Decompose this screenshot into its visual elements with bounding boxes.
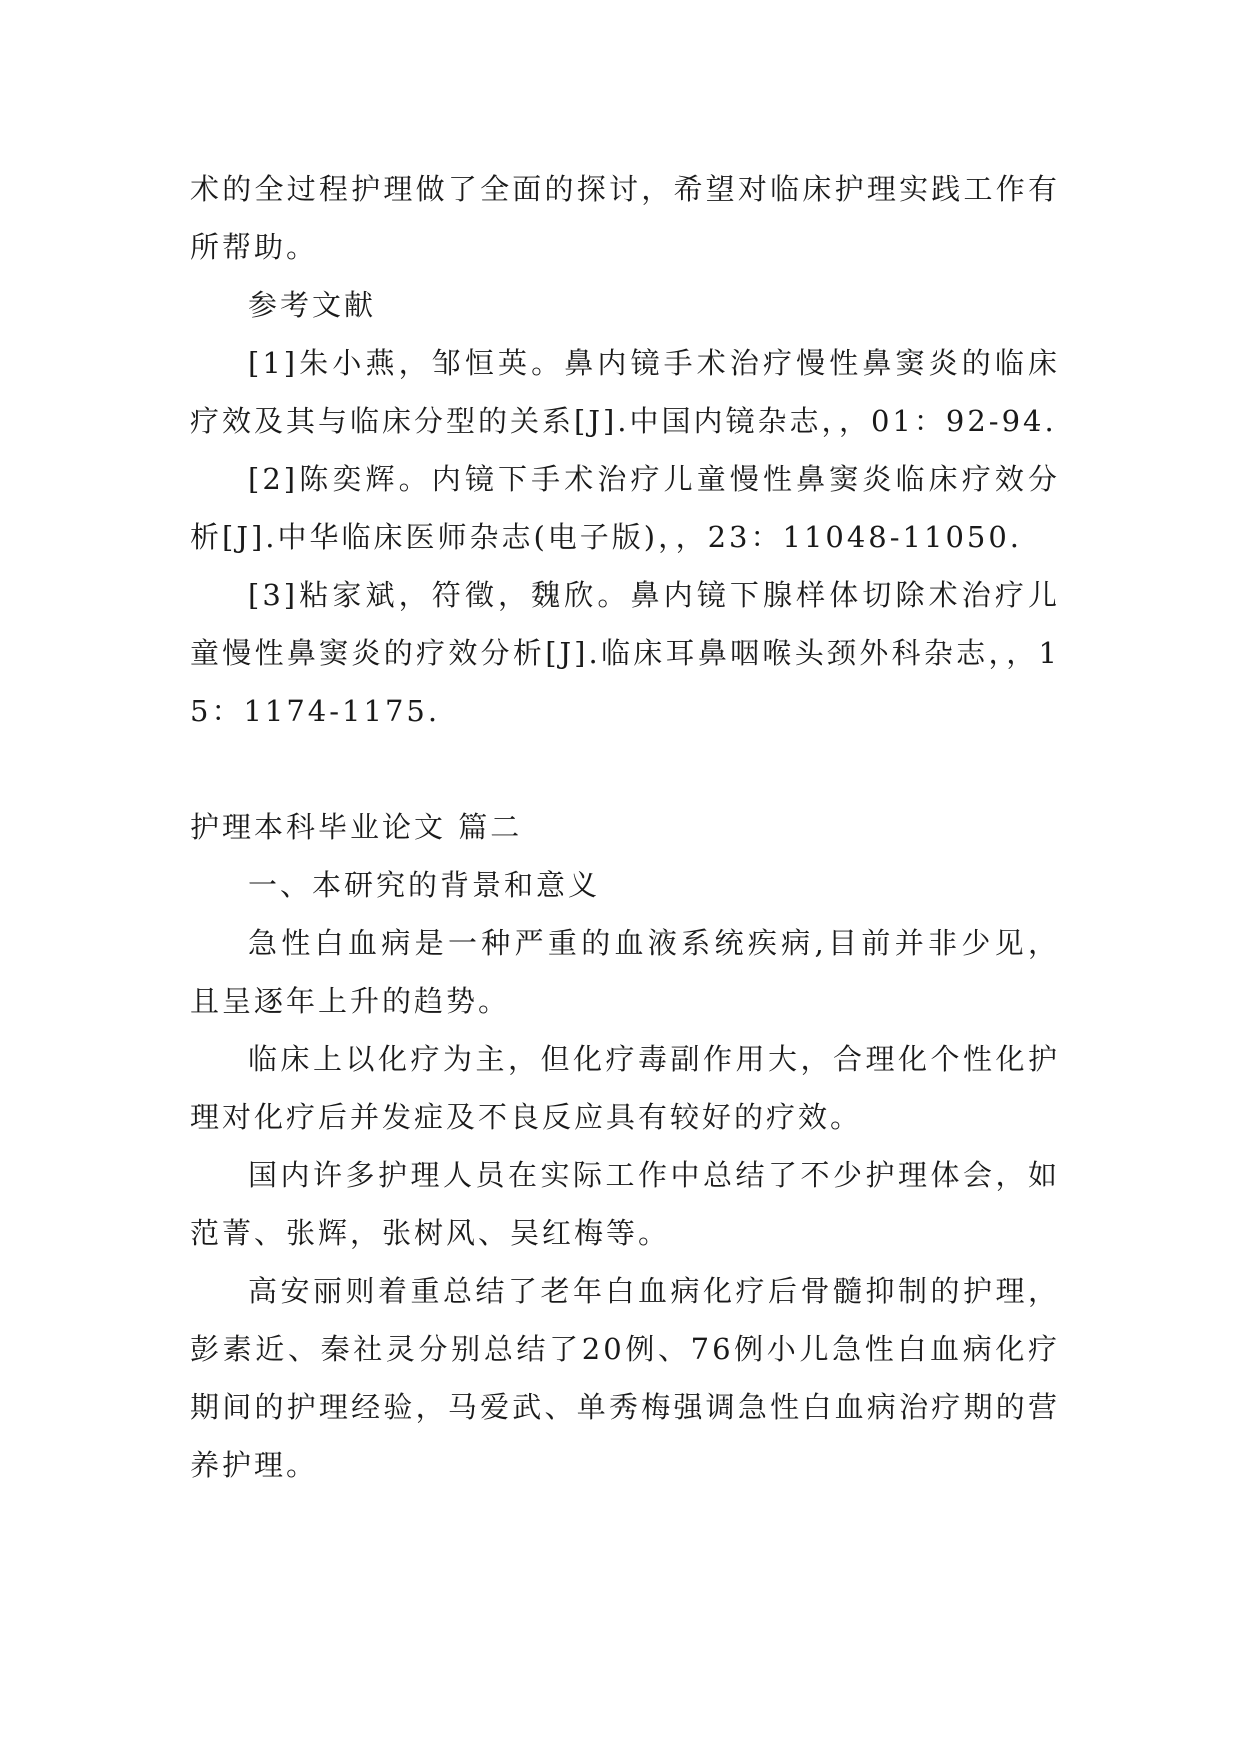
section-spacer	[190, 740, 1060, 798]
references-heading: 参考文献	[248, 288, 377, 322]
continued-paragraph: 术的全过程护理做了全面的探讨，希望对临床护理实践工作有所帮助。	[190, 172, 1060, 264]
body-paragraph-1: 急性白血病是一种严重的血液系统疾病,目前并非少见，且呈逐年上升的趋势。	[190, 926, 1060, 1018]
reference-item-3: [3]粘家斌，符徵，魏欣。鼻内镜下腺样体切除术治疗儿童慢性鼻窦炎的疗效分析[J].临床耳鼻咽喉头颈外科杂志，，15：1174-1175.	[190, 578, 1060, 728]
body-paragraph-3: 国内许多护理人员在实际工作中总结了不少护理体会，如范菁、张辉，张树风、吴红梅等。	[190, 1158, 1060, 1250]
reference-item-2: [2]陈奕辉。内镜下手术治疗儿童慢性鼻窦炎临床疗效分析[J].中华临床医师杂志(电子版)，，23：11048-11050.	[190, 462, 1060, 554]
document-body	[190, 160, 1060, 1494]
section-title: 护理本科毕业论文 篇二	[190, 810, 523, 844]
body-paragraph-4: 高安丽则着重总结了老年白血病化疗后骨髓抑制的护理，彭素近、秦社灵分别总结了20例、76例小儿急性白血病化疗期间的护理经验，马爱武、单秀梅强调急性白血病治疗期的营养护理。	[190, 1274, 1060, 1482]
reference-item-1: [1]朱小燕，邹恒英。鼻内镜手术治疗慢性鼻窦炎的临床疗效及其与临床分型的关系[J].中国内镜杂志，，01：92-94.	[190, 346, 1060, 438]
body-paragraph-2: 临床上以化疗为主，但化疗毒副作用大，合理化个性化护理对化疗后并发症及不良反应具有较好的疗效。	[190, 1042, 1060, 1134]
section-subheading: 一、本研究的背景和意义	[248, 868, 601, 902]
